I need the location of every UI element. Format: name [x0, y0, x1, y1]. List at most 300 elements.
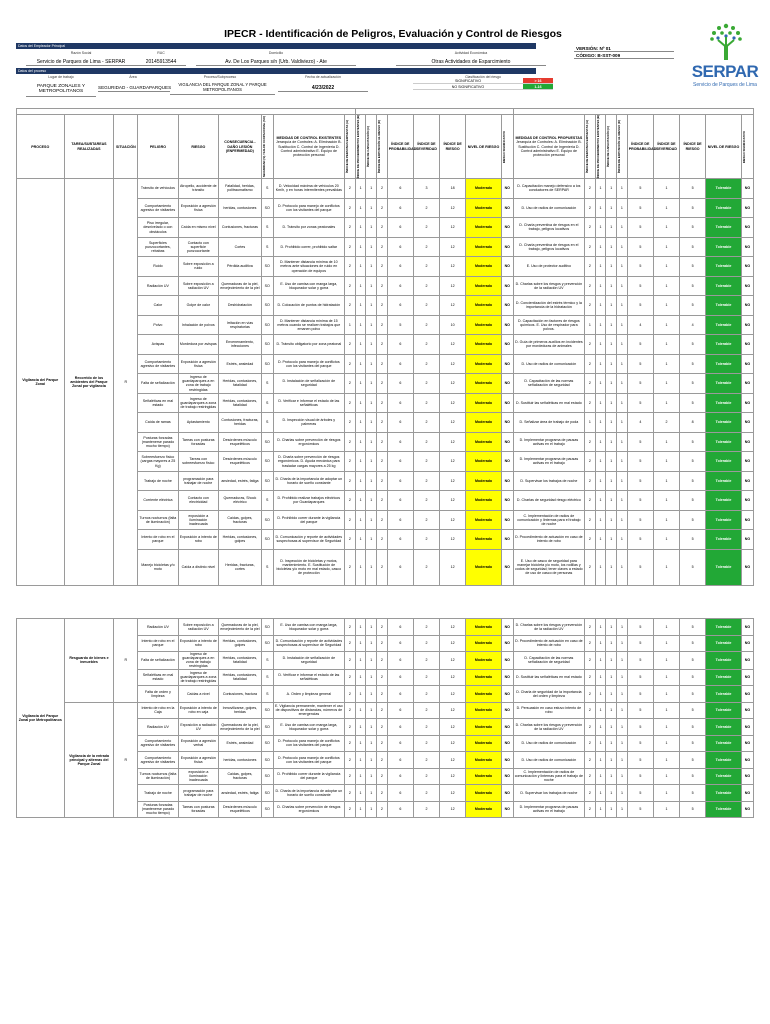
- table-cell: D. Inspección de bicicletas y motos, mantenimiento. E. Sustitución de bicicletas y/o moto en mal estado, casco de protección: [273, 549, 344, 585]
- table-cell: 5: [680, 218, 706, 238]
- table-cell: 1: [355, 768, 366, 785]
- table-cell: 1: [355, 549, 366, 585]
- table-cell: 2: [377, 752, 388, 769]
- table-cell: 1: [595, 335, 606, 355]
- table-cell: E. Vigilancia permanente, mantener el uso de dispositivos de distancias, números de emergencias: [273, 702, 344, 719]
- table-cell: 2: [377, 179, 388, 199]
- table-cell: Moderado: [466, 549, 502, 585]
- table-cell: 1: [653, 296, 679, 316]
- table-cell: Ingreso de guardaparques a en zona de trabajo restringidas: [178, 652, 218, 670]
- col-v2-text: ÍNDICE DE PROCEDIMIENTOS EXISTENTES (B): [355, 115, 360, 179]
- table-cell: 1: [355, 237, 366, 257]
- table-cell: 1: [606, 785, 617, 802]
- table-cell: 12: [440, 719, 466, 736]
- table-cell: NO: [741, 530, 753, 550]
- table-row: [17, 702, 754, 719]
- table-cell: Tolerable: [706, 257, 742, 277]
- table-cell: 12: [440, 471, 466, 491]
- table-cell: 1: [606, 198, 617, 218]
- table-cell: NO: [501, 619, 513, 636]
- table-cell: 12: [440, 652, 466, 670]
- table-cell: Tolerable: [706, 179, 742, 199]
- table-cell: 1: [617, 179, 628, 199]
- table-cell: D. Charlas sobre prevención de riesgos ergonómicos: [273, 432, 344, 452]
- table-cell: Desórdenes músculo esqueléticos: [219, 801, 262, 818]
- table-cell: Moderado: [466, 179, 502, 199]
- table-cell: 1: [366, 719, 377, 736]
- table-cell: 1: [595, 735, 606, 752]
- table-cell: Moderado: [466, 335, 502, 355]
- table-cell: 1: [617, 354, 628, 374]
- table-cell: 1: [355, 432, 366, 452]
- table-cell: 2: [377, 619, 388, 636]
- table-cell: Inmovilizarse, golpes, heridas: [219, 702, 262, 719]
- table-cell: 5: [680, 491, 706, 511]
- table-cell: 2: [377, 735, 388, 752]
- table-cell: 2: [585, 619, 596, 636]
- table-cell: 12: [440, 619, 466, 636]
- table-cell: Inhalación de polvos: [178, 315, 218, 335]
- table-cell: 6: [387, 752, 413, 769]
- table-cell: 2: [344, 198, 355, 218]
- table-cell: 5: [680, 801, 706, 818]
- table-cell: Caída de ramas: [138, 413, 178, 433]
- table-cell: 1: [653, 257, 679, 277]
- table-cell: D. Uso de radios de comunicación: [513, 198, 584, 218]
- table-cell: 1: [606, 530, 617, 550]
- table-cell: 1: [653, 801, 679, 818]
- table-cell: SO: [261, 785, 273, 802]
- table-cell: 1: [653, 669, 679, 686]
- table-cell: 1: [653, 276, 679, 296]
- table-cell: 1: [653, 510, 679, 530]
- col-res-severidad: ÍNDICE DE SEVERIDAD: [653, 115, 679, 179]
- table-cell: 1: [366, 237, 377, 257]
- table-cell: Polvo: [138, 315, 178, 335]
- table-cell: 2: [413, 785, 439, 802]
- table-cell: 1: [606, 335, 617, 355]
- table-cell: 5: [680, 530, 706, 550]
- table-cell: 6: [387, 635, 413, 652]
- table-cell: 6: [387, 237, 413, 257]
- table-cell: NO: [501, 276, 513, 296]
- table-cell: NO: [741, 257, 753, 277]
- table-row: [17, 179, 754, 199]
- table-cell: 6: [387, 432, 413, 452]
- table-cell: 1: [355, 619, 366, 636]
- table-cell: 5: [627, 702, 653, 719]
- table-cell: 2: [413, 374, 439, 394]
- table-cell: 2: [413, 296, 439, 316]
- table-cell: 12: [440, 491, 466, 511]
- document-page-2: [16, 618, 770, 818]
- col-consecuencia: CONSECUENCIA - DAÑO LESIÓN (ENFERMEDAD): [219, 115, 262, 179]
- table-cell: 1: [617, 237, 628, 257]
- table-cell: 1: [366, 257, 377, 277]
- table-cell: D. Capacitación en factores de riesgos químicos. E. Uso de respirador para polvos.: [513, 315, 584, 335]
- table-cell: D. Velocidad máxima de vehículos 20 Km/h, y en horas intermitentes prevalidas: [273, 179, 344, 199]
- table-cell: SO: [261, 276, 273, 296]
- table-cell: 1: [606, 237, 617, 257]
- table-cell: 1: [595, 801, 606, 818]
- table-cell: 1: [606, 619, 617, 636]
- table-cell: 6: [387, 619, 413, 636]
- table-cell: 1: [595, 296, 606, 316]
- table-cell: 1: [653, 374, 679, 394]
- table-cell: 1: [366, 652, 377, 670]
- table-cell: 2: [344, 471, 355, 491]
- table-cell: Falta de orden y limpieza: [138, 686, 178, 703]
- table-cell: 2: [585, 257, 596, 277]
- employer-band: Datos del Empleador Principal: [16, 43, 536, 49]
- ruc-value: 20145913544: [136, 58, 186, 66]
- table-cell: NO: [501, 801, 513, 818]
- col-probabilidad: ÍNDICE DE PROBABILIDAD: [387, 115, 413, 179]
- lugar-caption: Lugar de trabajo: [48, 75, 74, 79]
- table-cell: Exposición a intento de robo: [178, 530, 218, 550]
- table-cell: Moderado: [466, 686, 502, 703]
- table-cell: 1: [617, 276, 628, 296]
- table-cell: 1: [653, 752, 679, 769]
- table-cell: NO: [741, 432, 753, 452]
- col-res-v3-text: ÍNDICE DE CAPACITACIÓN (C): [606, 126, 611, 167]
- table-cell: Tareas con posturas forzadas: [178, 432, 218, 452]
- table-cell: 5: [627, 237, 653, 257]
- table-cell: 1: [355, 296, 366, 316]
- col-res-indice: ÍNDICE DE RIESGO: [680, 115, 706, 179]
- table-cell: 1: [606, 719, 617, 736]
- table-cell: SO: [261, 635, 273, 652]
- table-cell: 2: [585, 785, 596, 802]
- table-cell: 1: [355, 315, 366, 335]
- table-cell: 12: [440, 801, 466, 818]
- table-cell: Estrés, ansiedad: [219, 735, 262, 752]
- table-cell: 5: [627, 335, 653, 355]
- table-cell: C. Implementación de radios de comunicación y linternas para el trabajo de noche: [513, 510, 584, 530]
- table-cell: 1: [366, 354, 377, 374]
- table-cell: 2: [585, 296, 596, 316]
- table-cell: SO: [261, 510, 273, 530]
- table-cell: 2: [585, 335, 596, 355]
- table-cell: 1: [653, 530, 679, 550]
- table-cell: 2: [377, 768, 388, 785]
- table-cell: D. Protocolo para manejo de conflictos con los visitantes del parque: [273, 198, 344, 218]
- table-cell: 1: [617, 218, 628, 238]
- table-cell: 2: [344, 530, 355, 550]
- table-cell: NO: [741, 619, 753, 636]
- table-cell: 12: [440, 413, 466, 433]
- table-cell: Tolerable: [706, 768, 742, 785]
- col-medidas-existentes: MEDIDAS DE CONTROL EXISTENTES Jerarquía de Controles: A. Eliminación B. Sustitución C. Control de Ingeniería D. Control administrativo E. Equipo de protección personal: [273, 115, 344, 179]
- col-res-probabilidad: ÍNDICE DE PROBABILIDAD: [627, 115, 653, 179]
- table-cell: NO: [741, 735, 753, 752]
- table-cell: NO: [501, 471, 513, 491]
- table-cell: Falta de señalización: [138, 374, 178, 394]
- table-cell: 5: [680, 735, 706, 752]
- table-cell: E. Uso de camisa con manga larga, bloqueador solar y gorra: [273, 619, 344, 636]
- table-cell: NO: [741, 652, 753, 670]
- table-cell: 6: [387, 218, 413, 238]
- table-cell: Sobre exposición a radiación UV: [178, 276, 218, 296]
- table-cell: NO: [501, 669, 513, 686]
- document-title: IPECR - Identificación de Peligros, Evaluación y Control de Riesgos: [224, 28, 562, 40]
- table-cell: 2: [344, 354, 355, 374]
- table-cell: 10: [440, 315, 466, 335]
- table-cell: Quemaduras de la piel, envejecimiento de la piel: [219, 719, 262, 736]
- table-cell: E. Uso de casco de seguridad para manejar bicicleta y/o moto, los rodillas y codos de seguridad; tener claves a estado de uso de casco de personas: [513, 549, 584, 585]
- table-cell: 1: [653, 452, 679, 472]
- table-cell: 5: [627, 619, 653, 636]
- document-page-1: [16, 22, 770, 576]
- table-cell: 2: [377, 471, 388, 491]
- col-significativo-text: RIESGO SIGNIFICATIVO: [501, 130, 506, 163]
- table-cell: 5: [680, 785, 706, 802]
- table-cell: 2: [585, 635, 596, 652]
- table-cell: 2: [377, 276, 388, 296]
- table-cell: 1: [617, 335, 628, 355]
- table-cell: 1: [355, 393, 366, 413]
- table-cell: Sobre exposición a ruido: [178, 257, 218, 277]
- table-cell: 2: [413, 257, 439, 277]
- table-cell: Contacto con superficie punzocortante: [178, 237, 218, 257]
- table-cell: Trabajo de noche: [138, 471, 178, 491]
- table-cell: Posturas forzadas (mantenerse parado mucho tiempo): [138, 432, 178, 452]
- col-v1-text: ÍNDICE DE PERSONAS EXPUESTAS (A): [344, 120, 349, 173]
- table-cell: 2: [413, 619, 439, 636]
- table-cell: D. Capacitación manejo defensivo a los conductores de SERPAR: [513, 179, 584, 199]
- table-cell: 2: [413, 452, 439, 472]
- table-cell: 2: [344, 413, 355, 433]
- table-cell: 1: [617, 413, 628, 433]
- table-cell: 1: [366, 315, 377, 335]
- table-cell: D. Implementar programa de pausas activas en el trabajo: [513, 452, 584, 472]
- table-cell: 5: [680, 635, 706, 652]
- table-cell: 1: [653, 549, 679, 585]
- table-cell: 1: [653, 768, 679, 785]
- table-cell: 2: [344, 257, 355, 277]
- table-cell: 2: [585, 549, 596, 585]
- table-cell: 2: [345, 669, 356, 686]
- legend-significativo: SIGNIFICATIVO > 16: [413, 78, 553, 84]
- table-cell: Tolerable: [706, 413, 742, 433]
- table-cell: Avispas: [138, 335, 178, 355]
- table-cell: 5: [627, 257, 653, 277]
- table-cell: 1: [366, 669, 377, 686]
- col-situacion: SITUACIÓN: [114, 115, 138, 179]
- table-cell: E. Uso de protector auditivo: [513, 257, 584, 277]
- table-cell: 5: [627, 354, 653, 374]
- table-cell: 2: [413, 432, 439, 452]
- table-cell: 1: [366, 619, 377, 636]
- table-cell: 2: [344, 179, 355, 199]
- table-cell: 1: [617, 471, 628, 491]
- fecha-value: 4/23/2022: [278, 84, 368, 92]
- table-cell: 1: [617, 652, 628, 670]
- table-cell: D. Instalación de señalización de seguridad: [273, 652, 344, 670]
- table-cell: 1: [595, 257, 606, 277]
- table-cell: Contacto con electricidad: [178, 491, 218, 511]
- table-cell: 1: [595, 635, 606, 652]
- table-cell: Moderado: [466, 452, 502, 472]
- table-cell: Atropello, accidente de tránsito: [178, 179, 218, 199]
- table-cell: 2: [585, 669, 596, 686]
- table-cell: 5: [680, 669, 706, 686]
- task-cell: Vigilancia de la entrada principal y alternas del Parque Zonal: [64, 702, 114, 818]
- table-cell: 1: [366, 413, 377, 433]
- table-cell: Manejo bicicletas y/o moto: [138, 549, 178, 585]
- table-cell: 1: [606, 296, 617, 316]
- table-cell: D. Charlas de seguridad riesgo eléctrico: [513, 491, 584, 511]
- table-cell: 1: [653, 652, 679, 670]
- table-cell: exposición a iluminación inadecuada: [178, 768, 218, 785]
- table-cell: Tolerable: [706, 237, 742, 257]
- serpar-logo: [686, 22, 764, 94]
- table-cell: 1: [366, 179, 377, 199]
- table-cell: Tolerable: [706, 635, 742, 652]
- table-cell: 2: [377, 218, 388, 238]
- table-cell: 6: [387, 669, 413, 686]
- table-cell: 1: [366, 785, 377, 802]
- table-cell: 5: [680, 374, 706, 394]
- table-cell: NO: [741, 549, 753, 585]
- table-cell: Moderado: [466, 257, 502, 277]
- table-cell: Calor: [138, 296, 178, 316]
- table-cell: 1: [617, 785, 628, 802]
- table-cell: 1: [595, 237, 606, 257]
- table-cell: 5: [627, 768, 653, 785]
- table-cell: Moderado: [466, 296, 502, 316]
- table-cell: 6: [387, 413, 413, 433]
- table-cell: 2: [377, 530, 388, 550]
- table-cell: 1: [595, 719, 606, 736]
- table-cell: 2: [585, 179, 596, 199]
- table-cell: A. Orden y limpieza general: [273, 686, 344, 703]
- table-cell: 1: [606, 179, 617, 199]
- table-cell: Moderado: [466, 735, 502, 752]
- table-cell: 4: [627, 315, 653, 335]
- table-cell: Heridas, fracturas, cortes: [219, 549, 262, 585]
- table-cell: 2: [413, 354, 439, 374]
- table-cell: 1: [606, 432, 617, 452]
- table-cell: Moderado: [466, 619, 502, 636]
- table-cell: 6: [387, 198, 413, 218]
- table-cell: 5: [627, 491, 653, 511]
- table-cell: 1: [617, 393, 628, 413]
- table-cell: 5: [627, 218, 653, 238]
- table-cell: NO: [741, 413, 753, 433]
- table-cell: 5: [680, 198, 706, 218]
- table-cell: 4: [627, 413, 653, 433]
- table-cell: 5: [680, 549, 706, 585]
- table-cell: 2: [345, 785, 356, 802]
- table-cell: NO: [501, 768, 513, 785]
- table-cell: 2: [377, 432, 388, 452]
- table-cell: D. Verificar e informar el estado de las señaléticas: [273, 393, 344, 413]
- table-cell: Señaléticas en mal estado: [138, 669, 178, 686]
- table-cell: NO: [741, 315, 753, 335]
- table-cell: 2: [585, 491, 596, 511]
- table-cell: SO: [261, 354, 273, 374]
- table-cell: NO: [741, 179, 753, 199]
- table-cell: 1: [617, 702, 628, 719]
- table-cell: 5: [680, 702, 706, 719]
- table-cell: 2: [345, 801, 356, 818]
- table-cell: D. Uso de radios de comunicación: [513, 752, 584, 769]
- table-cell: 1: [606, 735, 617, 752]
- table-cell: Moderado: [466, 432, 502, 452]
- table-cell: 2: [585, 702, 596, 719]
- table-cell: Quemaduras de la piel, envejecimiento de la piel: [219, 619, 262, 636]
- table-cell: 2: [585, 237, 596, 257]
- proceso-value: VIGILANCIA DEL PARQUE ZONAL Y PARQUE METROPOLITANOS: [170, 81, 275, 95]
- table-cell: Contusiones, fracturas: [219, 218, 262, 238]
- table-cell: 2: [413, 635, 439, 652]
- table-cell: 1: [366, 549, 377, 585]
- table-cell: 6: [387, 530, 413, 550]
- logo-tagline: Servicio de Parques de Lima: [693, 82, 757, 88]
- table-cell: 2: [344, 510, 355, 530]
- table-cell: 1: [595, 218, 606, 238]
- table-cell: 1: [355, 452, 366, 472]
- table-cell: 2: [585, 686, 596, 703]
- table-cell: Caídas, golpes, fracturas: [219, 768, 262, 785]
- table-cell: 1: [653, 315, 679, 335]
- table-cell: 2: [377, 491, 388, 511]
- table-cell: SO: [261, 719, 273, 736]
- table-cell: Estrés, ansiedad: [219, 354, 262, 374]
- table-cell: D. Supervisar los trabajos de noche: [513, 471, 584, 491]
- table-cell: Desórdenes músculo esqueléticos: [219, 432, 262, 452]
- table-cell: 2: [585, 801, 596, 818]
- table-cell: 1: [617, 801, 628, 818]
- table-cell: 12: [440, 374, 466, 394]
- table-cell: 2: [344, 549, 355, 585]
- table-cell: Heridas, contusiones, fatalidad: [219, 652, 262, 670]
- col-tipo-text: SEGURIDAD (S) / SALUD OCUPACIONAL (SO): [261, 115, 266, 178]
- table-cell: 2: [413, 491, 439, 511]
- table-cell: 2: [585, 510, 596, 530]
- table-cell: 12: [440, 237, 466, 257]
- table-cell: Heridas, contusiones, fatalidad: [219, 393, 262, 413]
- table-cell: NO: [741, 491, 753, 511]
- table-cell: 1: [355, 335, 366, 355]
- table-cell: 1: [355, 719, 366, 736]
- table-cell: 1: [653, 619, 679, 636]
- table-cell: D. Mantener distancia mínima de 15 metros cuando se realicen trabajos que emanen polvo: [273, 315, 344, 335]
- table-cell: D. Colocación de puntos de hidratación: [273, 296, 344, 316]
- table-cell: 1: [366, 276, 377, 296]
- table-cell: Moderado: [466, 198, 502, 218]
- table-cell: 5: [627, 752, 653, 769]
- table-cell: Sobre exposición a radiación UV: [178, 619, 218, 636]
- table-cell: NO: [501, 315, 513, 335]
- table-cell: 12: [440, 510, 466, 530]
- table-cell: 18: [440, 179, 466, 199]
- table-cell: 2: [585, 652, 596, 670]
- table-cell: Tolerable: [706, 702, 742, 719]
- table-cell: NO: [741, 471, 753, 491]
- table-cell: 5: [627, 735, 653, 752]
- table-cell: 2: [585, 374, 596, 394]
- table-cell: 5: [680, 276, 706, 296]
- table-cell: Moderado: [466, 491, 502, 511]
- table-cell: 2: [377, 785, 388, 802]
- process-cell: Vigilancia del Parque Zonal: [17, 179, 65, 586]
- table-cell: 2: [377, 652, 388, 670]
- table-cell: 1: [355, 257, 366, 277]
- jerarquia-note: Jerarquía de Controles: A. Eliminación B. Sustitución C. Control de Ingeniería D. Control administrativo E. Equipo de protección personal: [516, 140, 582, 157]
- table-cell: 1: [595, 354, 606, 374]
